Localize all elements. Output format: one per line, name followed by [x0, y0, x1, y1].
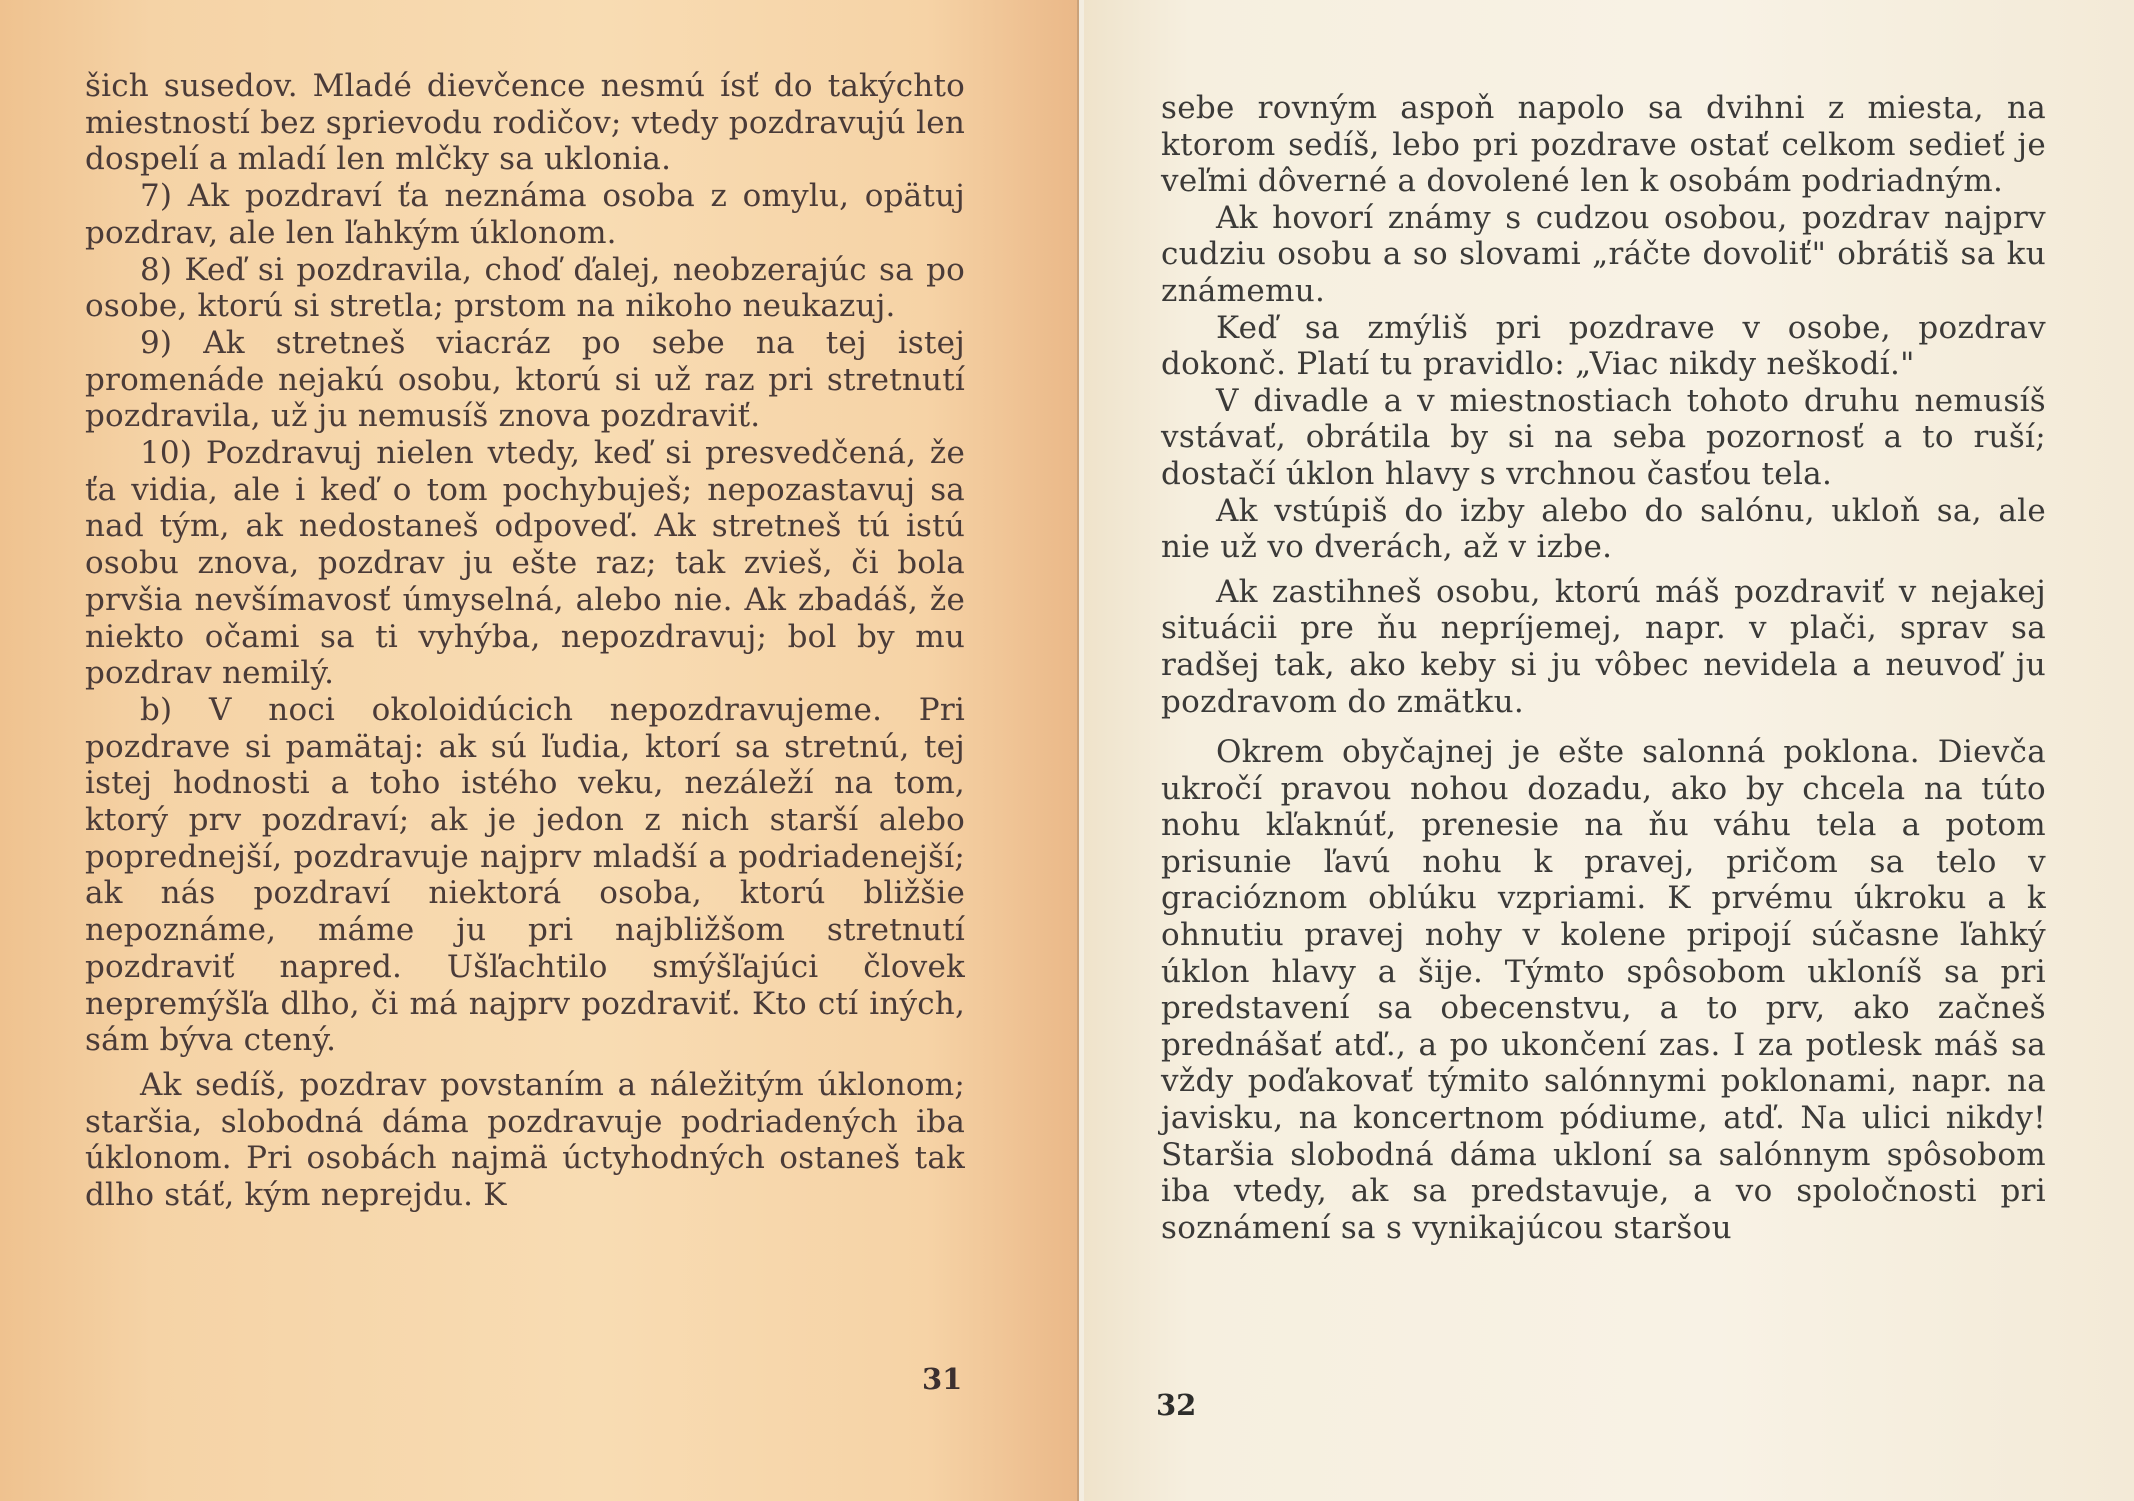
paragraph: Ak hovorí známy s cudzou osobou, pozdrav najprv cudziu osobu a so slovami „ráčte dovoliť" obrátiš sa ku známemu. [1161, 199, 2046, 309]
paragraph: šich susedov. Mladé dievčence nesmú ísť do takýchto miestností bez sprievodu rodičov; vtedy pozdravujú len dospelí a mladí len mlčky sa uklonia. [85, 68, 965, 178]
page-number: 31 [922, 1362, 963, 1396]
right-page [1084, 0, 2134, 1501]
right-page-text [1161, 90, 2046, 1246]
paragraph: 10) Pozdravuj nielen vtedy, keď si presvedčená, že ťa vidia, ale i keď o tom pochybuješ; nepozastavuj sa nad tým, ak nedostaneš odpoveď. Ak stretneš tú istú osobu znova, pozdrav ju ešte raz; tak zvieš, či bola prvšia nevšímavosť úmyselná, alebo nie. Ak zbadáš, že niekto očami sa ti vyhýba, nepozdravuj; bol by mu pozdrav nemilý. [85, 435, 965, 692]
paragraph: V divadle a v miestnostiach tohoto druhu nemusíš vstávať, obrátila by si na seba pozornosť a to ruší; dostačí úklon hlavy s vrchnou časťou tela. [1161, 382, 2046, 492]
paragraph: 8) Keď si pozdravila, choď ďalej, neobzerajúc sa po osobe, ktorú si stretla; prstom na nikoho neukazuj. [85, 251, 965, 325]
paragraph: Ak sedíš, pozdrav povstaním a náležitým úklonom; staršia, slobodná dáma pozdravuje podriadených iba úklonom. Pri osobách najmä úctyhodných ostaneš tak dlho stáť, kým neprejdu. K [85, 1066, 965, 1214]
paragraph: Keď sa zmýliš pri pozdrave v osobe, pozdrav dokonč. Platí tu pravidlo: „Viac nikdy neškodí." [1161, 309, 2046, 383]
left-page-text [85, 68, 965, 1214]
paragraph: sebe rovným aspoň napolo sa dvihni z miesta, na ktorom sedíš, lebo pri pozdrave ostať celkom sedieť je veľmi dôverné a dovolené len k osobám podriadným. [1161, 90, 2046, 200]
paragraph: Ak zastihneš osobu, ktorú máš pozdraviť v nejakej situácii pre ňu nepríjemej, napr. v plači, sprav sa radšej tak, ako keby si ju vôbec nevidela a neuvoď ju pozdravom do zmätku. [1161, 573, 2046, 720]
paragraph: 9) Ak stretneš viacráz po sebe na tej istej promenáde nejakú osobu, ktorú si už raz pri stretnutí pozdravila, už ju nemusíš znova pozdraviť. [85, 324, 965, 435]
paragraph: Ak vstúpiš do izby alebo do salónu, ukloň sa, ale nie už vo dverách, až v izbe. [1161, 492, 2046, 566]
paragraph: Okrem obyčajnej je ešte salonná poklona. Dievča ukročí pravou nohou dozadu, ako by chcela na túto nohu kľaknúť, prenesie na ňu váhu tela a potom prisunie ľavú nohu k pravej, pričom sa telo v gracióznom oblúku vzpriami. K prvému úkroku a k ohnutiu pravej nohy v kolene pripojí súčasne ľahký úklon hlavy a šije. Týmto spôsobom ukloníš sa pri predstavení sa obecenstvu, a to prv, ako začneš prednášať atď., a po ukončení zas. I za potlesk máš sa vždy poďakovať týmito salónnymi poklonami, napr. na javisku, na koncertnom pódiume, atď. Na ulici nikdy! Staršia slobodná dáma ukloní sa salónnym spôsobom iba vtedy, ak sa predstavuje, a vo spoločnosti pri soznámení sa s vynikajúcou staršou [1161, 734, 2046, 1246]
paragraph: b) V noci okoloidúcich nepozdravujeme. Pri pozdrave si pamätaj: ak sú ľudia, ktorí sa stretnú, tej istej hodnosti a toho istého veku, nezáleží na tom, ktorý prv pozdraví; ak je jedon z nich starší alebo poprednejší, pozdravuje najprv mladší a podriadenejší; ak nás pozdraví niektorá osoba, ktorú bližšie nepoznáme, máme ju pri najbližšom stretnutí pozdraviť napred. Ušľachtilo smýšľajúci človek nepremýšľa dlho, či má najprv pozdraviť. Kto ctí iných, sám býva ctený. [85, 691, 965, 1059]
paragraph: 7) Ak pozdraví ťa neznáma osoba z omylu, opätuj pozdrav, ale len ľahkým úklonom. [85, 178, 965, 251]
page-number: 32 [1156, 1388, 1197, 1422]
